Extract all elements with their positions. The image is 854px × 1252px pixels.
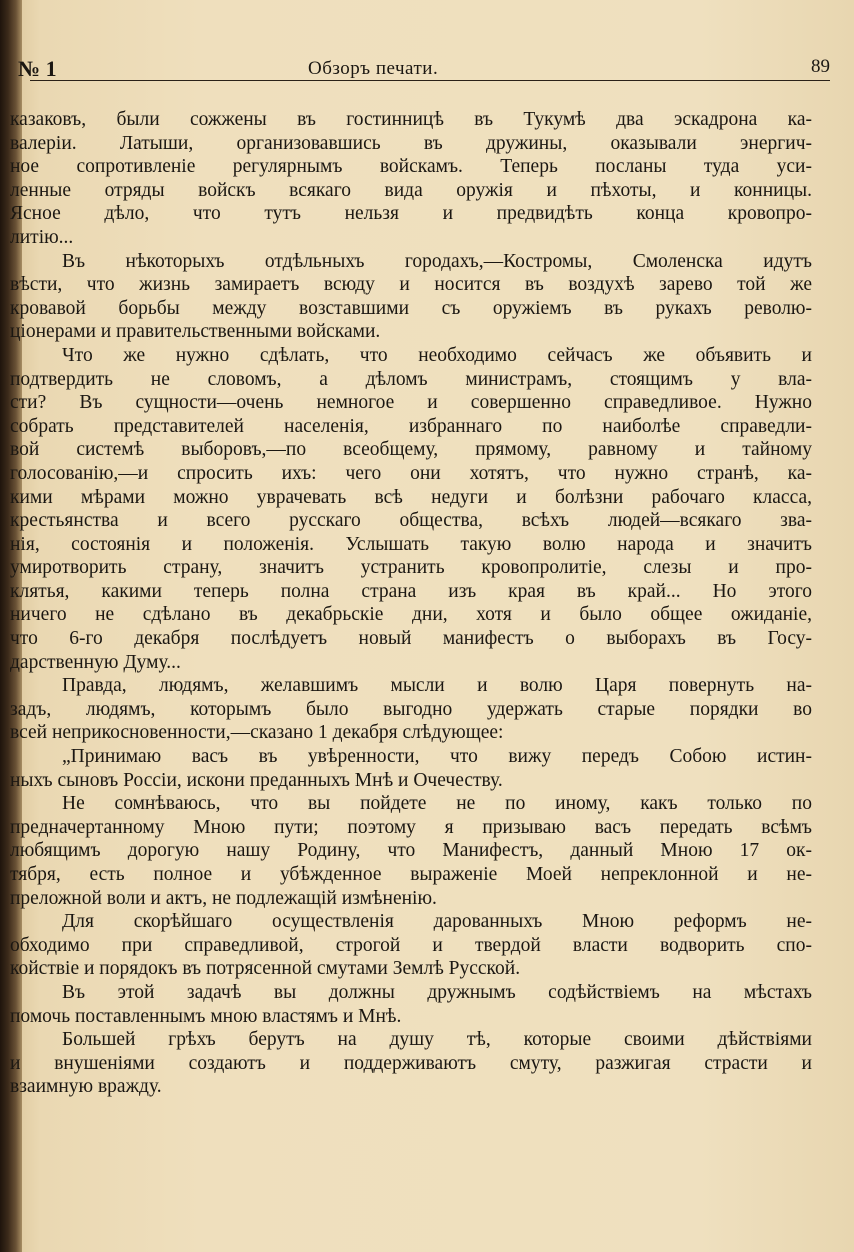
- text-line: казаковъ, были сожжены въ гостинницѣ въ Тукумѣ два эскадрона ка-: [10, 109, 812, 130]
- text-line: „Принимаю васъ въ увѣренности, что вижу передъ Собою истин-: [62, 746, 812, 768]
- text-line: Что же нужно сдѣлать, что необходимо сейчасъ же объявить и: [62, 344, 812, 366]
- text-line: Не сомнѣваюсь, что вы пойдете не по иному, какъ только по: [62, 793, 812, 815]
- running-title: Обзоръ печати.: [308, 58, 439, 79]
- text-line: кими мѣрами можно уврачевать всѣ недуги и болѣзни рабочаго класса,: [10, 486, 812, 508]
- text-line: тября, есть полное и убѣжденное выраженіе Моей непреклонной и не-: [10, 864, 812, 885]
- page-header: [18, 52, 830, 82]
- text-line: вѣсти, что жизнь замираетъ всюду и носится въ воздухѣ зарево той же: [10, 274, 812, 296]
- text-line: и внушеніями создаютъ и поддерживаютъ смуту, разжигая страсти и: [10, 1052, 812, 1074]
- text-line: Большей грѣхъ берутъ на душу тѣ, которые своими дѣйствіями: [62, 1029, 812, 1051]
- text-line: собрать представителей населенія, избраннаго по наиболѣе справедли-: [10, 415, 812, 437]
- text-line: всей неприкосновенности,—сказано 1 декабря слѣдующее:: [10, 722, 504, 744]
- text-line: крестьянства и всего русскаго общества, всѣхъ людей—всякаго зва-: [10, 510, 812, 532]
- text-line: койствіе и порядокъ въ потрясенной смутами Землѣ Русской.: [10, 958, 521, 980]
- text-line: задъ, людямъ, которымъ было выгодно удержать старые порядки во: [10, 698, 812, 720]
- issue-number: № 1: [18, 56, 57, 81]
- text-line: любящимъ дорогую нашу Родину, что Манифестъ, данный Мною 17 ок-: [10, 840, 812, 862]
- text-line: клятья, какими теперь полна страна изъ края въ край... Но этого: [10, 580, 812, 602]
- text-line: Ясное дѣло, что тутъ нельзя и предвидѣть конца кровопро-: [10, 203, 812, 225]
- text-line: взаимную вражду.: [10, 1076, 162, 1098]
- text-line: дарственную Думу...: [10, 651, 181, 673]
- text-line: нія, состоянія и положенія. Услышать такую волю народа и значитъ: [10, 533, 812, 555]
- text-line: Въ нѣкоторыхъ отдѣльныхъ городахъ,—Костромы, Смоленска идутъ: [62, 250, 812, 272]
- text-line: подтвердить не словомъ, а дѣломъ министрамъ, стоящимъ у вла-: [10, 368, 812, 390]
- text-line: кровавой борьбы между возставшими съ оружіемъ въ рукахъ револю-: [10, 297, 812, 319]
- text-line: ное сопротивленіе регулярнымъ войскамъ. Теперь посланы туда уси-: [10, 156, 812, 178]
- text-line: голосованію,—и спросить ихъ: чего они хотятъ, что нужно странѣ, ка-: [10, 462, 812, 484]
- header-rule: [30, 80, 830, 81]
- text-line: предначертанному Мною пути; поэтому я призываю васъ передать всѣмъ: [10, 816, 812, 838]
- text-line: ленные отряды войскъ всякаго вида оружія и пѣхоты, и конницы.: [10, 179, 812, 201]
- page-number: 89: [811, 56, 830, 77]
- text-line: умиротворить страну, значитъ устранить кровопролитіе, слезы и про-: [10, 557, 812, 579]
- text-line: сти? Въ сущности—очень немногое и совершенно справедливое. Нужно: [10, 392, 812, 414]
- text-line: ціонерами и правительственными войсками.: [10, 321, 381, 343]
- text-line: что 6-го декабря послѣдуетъ новый манифестъ о выборахъ въ Госу-: [10, 628, 812, 650]
- text-line: преложной воли и актъ, не подлежащій измѣненію.: [10, 887, 437, 909]
- text-line: Въ этой задачѣ вы должны дружнымъ содѣйствіемъ на мѣстахъ: [62, 981, 812, 1003]
- text-line: Для скорѣйшаго осуществленія дарованныхъ Мною реформъ не-: [62, 911, 812, 933]
- text-line: литію...: [10, 226, 74, 248]
- body-text: [10, 108, 812, 1099]
- text-line: Правда, людямъ, желавшимъ мысли и волю Царя повернуть на-: [62, 675, 812, 697]
- text-line: обходимо при справедливой, строгой и твердой власти водворить спо-: [10, 934, 812, 956]
- text-line: вой системѣ выборовъ,—по всеобщему, прямому, равному и тайному: [10, 439, 812, 461]
- text-line: ничего не сдѣлано въ декабрьскіе дни, хотя и было общее ожиданіе,: [10, 604, 812, 626]
- text-line: ныхъ сыновъ Россіи, искони преданныхъ Мнѣ и Очечеству.: [10, 769, 503, 791]
- text-line: валеріи. Латыши, организовавшись въ дружины, оказывали энергич-: [10, 132, 812, 154]
- text-line: помочь поставленнымъ мною властямъ и Мнѣ.: [10, 1005, 402, 1027]
